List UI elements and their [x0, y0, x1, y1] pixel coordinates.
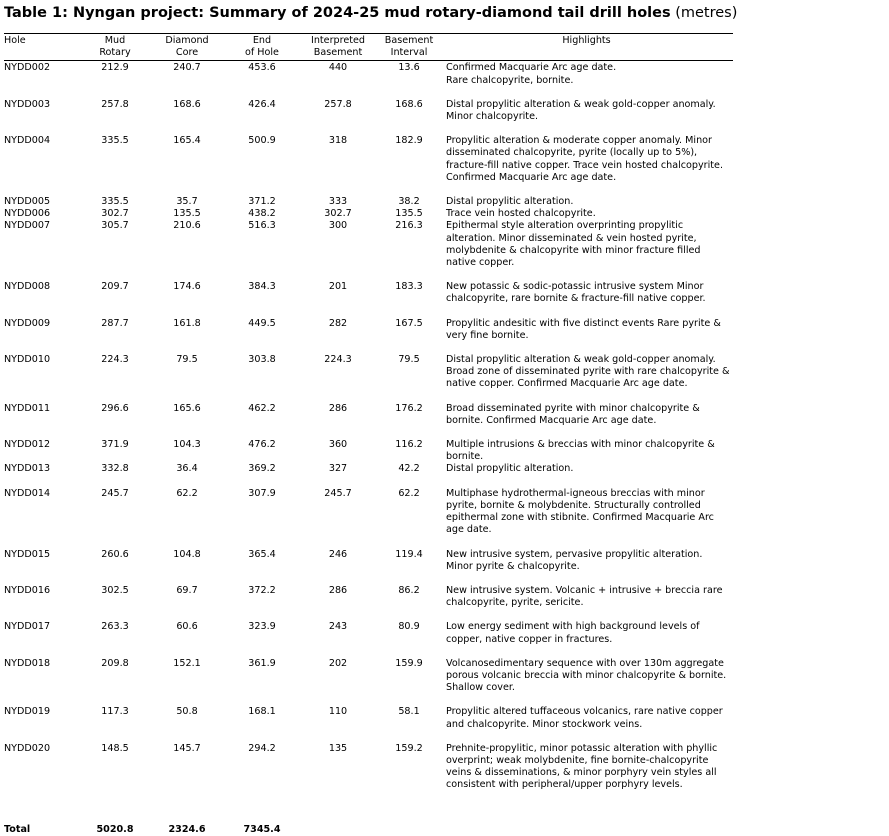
cell-hole: NYDD012	[4, 439, 51, 451]
cell-highlights: New intrusive system, pervasive propylitic alteration. Minor pyrite & chalcopyrite.	[446, 548, 703, 572]
cell-hole: NYDD016	[4, 584, 51, 596]
table-row	[4, 403, 733, 439]
cell-mud-rotary: 209.8	[101, 657, 129, 669]
table-title-main: Table 1: Nyngan project: Summary of 2024-25 mud rotary-diamond tail drill holes	[4, 5, 671, 21]
cell-diamond-core: 50.8	[176, 706, 198, 718]
cell-hole: NYDD003	[4, 98, 51, 110]
cell-mud-rotary: 212.9	[101, 62, 129, 74]
cell-mud-rotary: 263.3	[101, 621, 129, 633]
cell-diamond-core: 79.5	[176, 354, 198, 366]
cell-interpreted-basement: 302.7	[324, 208, 352, 220]
cell-basement-interval: 167.5	[395, 317, 423, 329]
cell-hole: NYDD004	[4, 135, 51, 147]
table-row	[4, 706, 733, 742]
cell-mud-rotary: 260.6	[101, 548, 129, 560]
header-end-of-hole: End of Hole	[226, 34, 298, 61]
table-row	[4, 463, 733, 487]
table-row	[4, 585, 733, 621]
cell-diamond-core: 62.2	[176, 487, 198, 499]
total-mud-rotary: 5020.8	[96, 823, 134, 835]
cell-end-of-hole: 168.1	[248, 706, 276, 718]
cell-interpreted-basement: 318	[328, 135, 348, 147]
cell-interpreted-basement: 243	[328, 621, 348, 633]
cell-interpreted-basement: 245.7	[324, 487, 352, 499]
cell-diamond-core: 145.7	[173, 742, 201, 754]
table-row	[4, 621, 733, 657]
cell-basement-interval: 116.2	[395, 439, 423, 451]
cell-interpreted-basement: 282	[328, 317, 348, 329]
table-body	[4, 61, 733, 804]
cell-interpreted-basement: 333	[328, 196, 348, 208]
cell-basement-interval: 80.9	[398, 621, 420, 633]
cell-end-of-hole: 294.2	[248, 742, 276, 754]
cell-mud-rotary: 209.7	[101, 281, 129, 293]
cell-highlights: Multiple intrusions & breccias with minor chalcopyrite & bornite.	[446, 439, 715, 463]
cell-basement-interval: 182.9	[395, 135, 423, 147]
cell-end-of-hole: 476.2	[248, 439, 276, 451]
cell-diamond-core: 104.3	[173, 439, 201, 451]
cell-hole: NYDD015	[4, 548, 51, 560]
cell-highlights: Propylitic alteration & moderate copper anomaly. Minor disseminated chalcopyrite, pyrite (locally up to 5%), fracture-fill native copper. Trace vein hosted chalcopyrite. Confirmed Macquarie Arc age date.	[446, 135, 724, 183]
header-hole: Hole	[4, 34, 82, 61]
total-end-of-hole: 7345.4	[243, 823, 281, 835]
cell-hole: NYDD002	[4, 62, 51, 74]
cell-basement-interval: 176.2	[395, 402, 423, 414]
cell-basement-interval: 79.5	[398, 354, 420, 366]
cell-hole: NYDD017	[4, 621, 51, 633]
cell-diamond-core: 161.8	[173, 317, 201, 329]
cell-mud-rotary: 335.5	[101, 196, 129, 208]
total-row	[4, 804, 733, 836]
table-header-row	[4, 34, 733, 61]
cell-mud-rotary: 224.3	[101, 354, 129, 366]
table-title-unit: (metres)	[675, 5, 738, 21]
cell-highlights: Trace vein hosted chalcopyrite.	[446, 208, 596, 220]
cell-hole: NYDD005	[4, 196, 51, 208]
cell-mud-rotary: 302.5	[101, 584, 129, 596]
table-row	[4, 196, 733, 208]
table-row	[4, 488, 733, 549]
cell-diamond-core: 35.7	[176, 196, 198, 208]
cell-interpreted-basement: 360	[328, 439, 348, 451]
cell-mud-rotary: 332.8	[101, 463, 129, 475]
cell-highlights: Propylitic andesitic with five distinct events Rare pyrite & very fine bornite.	[446, 317, 721, 341]
cell-end-of-hole: 462.2	[248, 402, 276, 414]
table-row	[4, 318, 733, 354]
cell-mud-rotary: 305.7	[101, 220, 129, 232]
cell-interpreted-basement: 224.3	[324, 354, 352, 366]
table-row	[4, 439, 733, 463]
table-row	[4, 99, 733, 135]
cell-diamond-core: 36.4	[176, 463, 198, 475]
cell-end-of-hole: 369.2	[248, 463, 276, 475]
cell-basement-interval: 38.2	[398, 196, 420, 208]
cell-basement-interval: 119.4	[395, 548, 423, 560]
cell-highlights: Low energy sediment with high background levels of copper, native copper in fractures.	[446, 621, 700, 645]
cell-hole: NYDD011	[4, 402, 51, 414]
cell-basement-interval: 135.5	[395, 208, 423, 220]
cell-interpreted-basement: 202	[328, 657, 348, 669]
cell-hole: NYDD010	[4, 354, 51, 366]
cell-highlights: Distal propylitic alteration & weak gold-copper anomaly. Minor chalcopyrite.	[446, 98, 716, 123]
cell-end-of-hole: 371.2	[248, 196, 276, 208]
cell-diamond-core: 174.6	[173, 281, 201, 293]
cell-basement-interval: 216.3	[395, 220, 423, 232]
cell-interpreted-basement: 286	[328, 584, 348, 596]
cell-diamond-core: 165.6	[173, 402, 201, 414]
header-highlights: Highlights	[440, 34, 733, 61]
cell-interpreted-basement: 257.8	[324, 98, 352, 110]
cell-highlights: Distal propylitic alteration.	[446, 196, 574, 208]
cell-mud-rotary: 148.5	[101, 742, 129, 754]
cell-basement-interval: 13.6	[398, 62, 420, 74]
cell-hole: NYDD019	[4, 706, 51, 718]
table-row	[4, 61, 733, 99]
cell-interpreted-basement: 201	[328, 281, 348, 293]
cell-highlights: Volcanosedimentary sequence with over 130m aggregate porous volcanic breccia with minor chalcopyrite & bornite. Shallow cover.	[446, 657, 727, 694]
cell-highlights: Distal propylitic alteration & weak gold-copper anomaly. Broad zone of disseminated pyrite with rare chalcopyrite & native copper. Confirmed Macquarie Arc age date.	[446, 354, 730, 390]
cell-diamond-core: 168.6	[173, 98, 201, 110]
cell-basement-interval: 58.1	[398, 706, 420, 718]
cell-end-of-hole: 323.9	[248, 621, 276, 633]
cell-end-of-hole: 453.6	[248, 62, 276, 74]
table-row	[4, 220, 733, 281]
table-row	[4, 743, 733, 804]
cell-interpreted-basement: 440	[328, 62, 348, 74]
total-label: Total	[4, 823, 31, 835]
cell-interpreted-basement: 286	[328, 402, 348, 414]
cell-interpreted-basement: 300	[328, 220, 348, 232]
cell-highlights: Propylitic altered tuffaceous volcanics, rare native copper and chalcopyrite. Minor stockwork veins.	[446, 706, 723, 730]
cell-hole: NYDD020	[4, 742, 51, 754]
table-row	[4, 281, 733, 317]
header-basement-interval: Basement Interval	[378, 34, 440, 61]
cell-interpreted-basement: 110	[328, 706, 348, 718]
cell-basement-interval: 42.2	[398, 463, 420, 475]
cell-basement-interval: 159.2	[395, 742, 423, 754]
table-row	[4, 208, 733, 220]
cell-highlights: Distal propylitic alteration.	[446, 463, 574, 475]
cell-mud-rotary: 117.3	[101, 706, 129, 718]
cell-hole: NYDD014	[4, 487, 51, 499]
total-diamond-core: 2324.6	[168, 823, 206, 835]
cell-mud-rotary: 302.7	[101, 208, 129, 220]
cell-highlights: New intrusive system. Volcanic + intrusive + breccia rare chalcopyrite, pyrite, sericite.	[446, 584, 723, 609]
cell-highlights: Broad disseminated pyrite with minor chalcopyrite & bornite. Confirmed Macquarie Arc age date.	[446, 402, 700, 426]
cell-end-of-hole: 372.2	[248, 584, 276, 596]
cell-interpreted-basement: 246	[328, 548, 348, 560]
cell-highlights: Multiphase hydrothermal-igneous breccias with minor pyrite, bornite & molybdenite. Structurally controlled epithermal zone with stibnite. Confirmed Macquarie Arc age date.	[446, 487, 714, 536]
cell-basement-interval: 86.2	[398, 584, 420, 596]
cell-end-of-hole: 426.4	[248, 98, 276, 110]
table-row	[4, 549, 733, 585]
cell-highlights: Confirmed Macquarie Arc age date. Rare chalcopyrite, bornite.	[446, 62, 617, 86]
cell-end-of-hole: 365.4	[248, 548, 276, 560]
cell-end-of-hole: 361.9	[248, 657, 276, 669]
cell-hole: NYDD008	[4, 281, 51, 293]
cell-interpreted-basement: 135	[328, 742, 348, 754]
cell-diamond-core: 165.4	[173, 135, 201, 147]
cell-hole: NYDD018	[4, 657, 51, 669]
cell-diamond-core: 104.8	[173, 548, 201, 560]
cell-interpreted-basement: 327	[328, 463, 348, 475]
cell-mud-rotary: 287.7	[101, 317, 129, 329]
table-row	[4, 135, 733, 196]
drill-hole-summary-table	[4, 33, 733, 836]
cell-basement-interval: 159.9	[395, 657, 423, 669]
cell-diamond-core: 60.6	[176, 621, 198, 633]
cell-end-of-hole: 500.9	[248, 135, 276, 147]
cell-diamond-core: 210.6	[173, 220, 201, 232]
cell-mud-rotary: 335.5	[101, 135, 129, 147]
cell-end-of-hole: 303.8	[248, 354, 276, 366]
cell-hole: NYDD013	[4, 463, 51, 475]
header-diamond-core: Diamond Core	[148, 34, 226, 61]
cell-basement-interval: 168.6	[395, 98, 423, 110]
cell-end-of-hole: 516.3	[248, 220, 276, 232]
header-interpreted-basement: Interpreted Basement	[298, 34, 378, 61]
cell-diamond-core: 240.7	[173, 62, 201, 74]
cell-diamond-core: 152.1	[173, 657, 201, 669]
cell-end-of-hole: 384.3	[248, 281, 276, 293]
cell-hole: NYDD009	[4, 317, 51, 329]
cell-basement-interval: 183.3	[395, 281, 423, 293]
header-mud-rotary: Mud Rotary	[82, 34, 148, 61]
cell-mud-rotary: 257.8	[101, 98, 129, 110]
cell-basement-interval: 62.2	[398, 487, 420, 499]
cell-mud-rotary: 296.6	[101, 402, 129, 414]
cell-highlights: New potassic & sodic-potassic intrusive system Minor chalcopyrite, rare bornite & fracture-fill native copper.	[446, 281, 706, 305]
cell-mud-rotary: 245.7	[101, 487, 129, 499]
cell-highlights: Prehnite-propylitic, minor potassic alteration with phyllic overprint; weak molybdenite, fine bornite-chalcopyrite veins & disseminations, & minor porphyry vein styles all consistent with peripheral/upper porphyry levels.	[446, 742, 718, 791]
cell-hole: NYDD006	[4, 208, 51, 220]
table-row	[4, 354, 733, 403]
cell-mud-rotary: 371.9	[101, 439, 129, 451]
cell-end-of-hole: 307.9	[248, 487, 276, 499]
cell-end-of-hole: 438.2	[248, 208, 276, 220]
table-row	[4, 658, 733, 707]
cell-hole: NYDD007	[4, 220, 51, 232]
cell-highlights: Epithermal style alteration overprinting propylitic alteration. Minor disseminated & vein hosted pyrite, molybdenite & chalcopyrite with minor fracture filled native copper.	[446, 220, 701, 269]
table-title	[4, 5, 737, 21]
cell-end-of-hole: 449.5	[248, 317, 276, 329]
cell-diamond-core: 135.5	[173, 208, 201, 220]
cell-diamond-core: 69.7	[176, 584, 198, 596]
